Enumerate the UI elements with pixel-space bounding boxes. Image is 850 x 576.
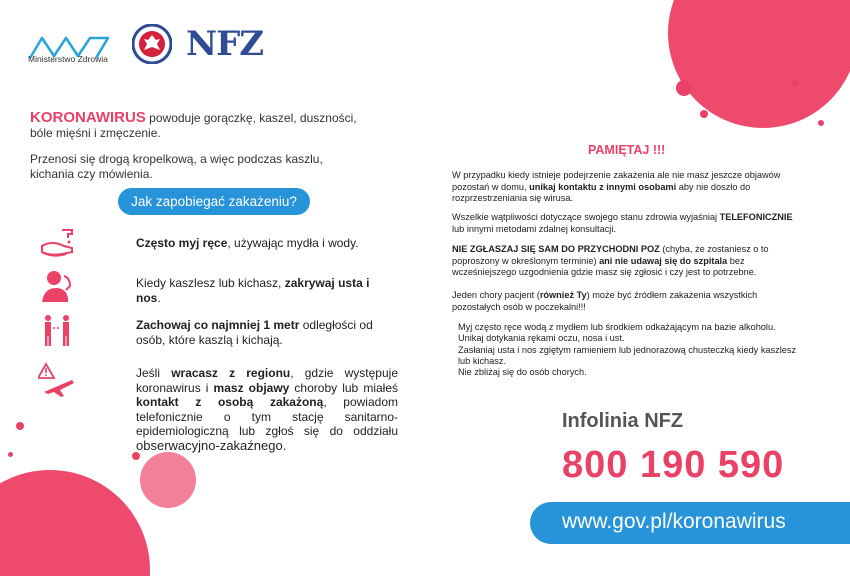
travel-warning-icon bbox=[38, 362, 78, 400]
nfz-logo: NFZ bbox=[186, 24, 264, 64]
paragraph-waiting-room: Jeden chory pacjent (również Ty) może być źródłem zakażenia wszystkich pozostałych osób w poczekalni!!! bbox=[452, 290, 758, 312]
decorative-dot bbox=[132, 452, 140, 460]
decorative-blob-top-right bbox=[668, 0, 850, 128]
sanitary-inspection-seal bbox=[132, 24, 172, 64]
ministry-label: Ministerstwo Zdrowia bbox=[28, 54, 108, 64]
tip-keep-distance: Zachowaj co najmniej 1 metr odległości od osób, które kaszlą i kichają. bbox=[136, 318, 373, 347]
decorative-dot bbox=[700, 110, 708, 118]
hotline-label: Infolinia NFZ bbox=[562, 410, 684, 432]
advice-list bbox=[458, 322, 804, 378]
list-item: Zasłaniaj usta i nos zgiętym ramieniem lub jednorazową chusteczką kiedy kaszlesz bbox=[458, 344, 797, 355]
tip-cover-mouth: Kiedy kaszlesz lub kichasz, zakrywaj usta i nos. bbox=[136, 276, 370, 305]
hotline-number: 800 190 590 bbox=[562, 444, 785, 486]
decorative-dot bbox=[676, 80, 692, 96]
decorative-blob-bottom-left bbox=[0, 470, 150, 576]
intro-transmission: Przenosi się drogą kropelkową, a więc podczas kaszlu, kichania czy mówienia. bbox=[30, 152, 323, 181]
distance-icon bbox=[38, 312, 78, 350]
decorative-dot bbox=[792, 80, 798, 86]
remember-heading: PAMIĘTAJ !!! bbox=[588, 143, 666, 157]
list-item: lub kichasz. bbox=[458, 355, 507, 366]
prevention-heading-pill: Jak zapobiegać zakażeniu? bbox=[118, 188, 310, 215]
intro-text bbox=[30, 110, 360, 141]
list-item: Myj często ręce wodą z mydłem lub środkiem odkażającym na bazie alkoholu. bbox=[458, 322, 776, 332]
paragraph-phone-consult: Wszelkie wątpliwości dotyczące swojego stanu zdrowia wyjaśniaj TELEFONICZNIE lub innymi metodami zdalnej konsultacji. bbox=[452, 212, 793, 234]
paragraph-do-not-visit: NIE ZGŁASZAJ SIĘ SAM DO PRZYCHODNI POZ (chyba, że zostaniesz o to poproszony w określonym terminie) ani nie udawaj się do szpitala bez wcześniejszego uzgodnienia gdzie masz się zgłosić i czy jest to potrzebne. bbox=[452, 244, 769, 277]
decorative-blob-middle bbox=[140, 452, 196, 508]
cough-cover-icon bbox=[38, 266, 78, 304]
tip-returning-from-region: Jeśli wracasz z regionu, gdzie występuje koronawirus i masz objawy choroby lub miałeś kontakt z osobą zakażoną, powiadom telefonicznie o tym stację sanitarno-epidemiologiczną lub zgłoś się do oddziału obserwacyjno-zakaźnego. bbox=[136, 366, 398, 453]
hand-washing-icon bbox=[38, 224, 78, 262]
decorative-dot bbox=[8, 452, 13, 457]
list-item: Nie zbliżaj się do osób chorych. bbox=[458, 367, 587, 378]
tip-wash-hands: Często myj ręce, używając mydła i wody. bbox=[136, 236, 359, 250]
paragraph-stay-home: W przypadku kiedy istnieje podejrzenie zakażenia ale nie masz jeszcze objawów pozostań w domu, unikaj kontaktu z innymi osobami aby nie doszło do rozprzestrzeniania się wirusa. bbox=[452, 170, 781, 203]
intro-rest: powoduje gorączkę, kaszel, duszności, bóle mięśni i zmęczenie. bbox=[30, 111, 357, 140]
list-item: Unikaj dotykania rękami oczu, nosa i ust. bbox=[458, 333, 625, 344]
intro-keyword: KORONAWIRUS bbox=[30, 109, 146, 126]
website-url: www.gov.pl/koronawirus bbox=[562, 510, 786, 533]
decorative-dot bbox=[818, 120, 824, 126]
decorative-dot bbox=[16, 422, 24, 430]
